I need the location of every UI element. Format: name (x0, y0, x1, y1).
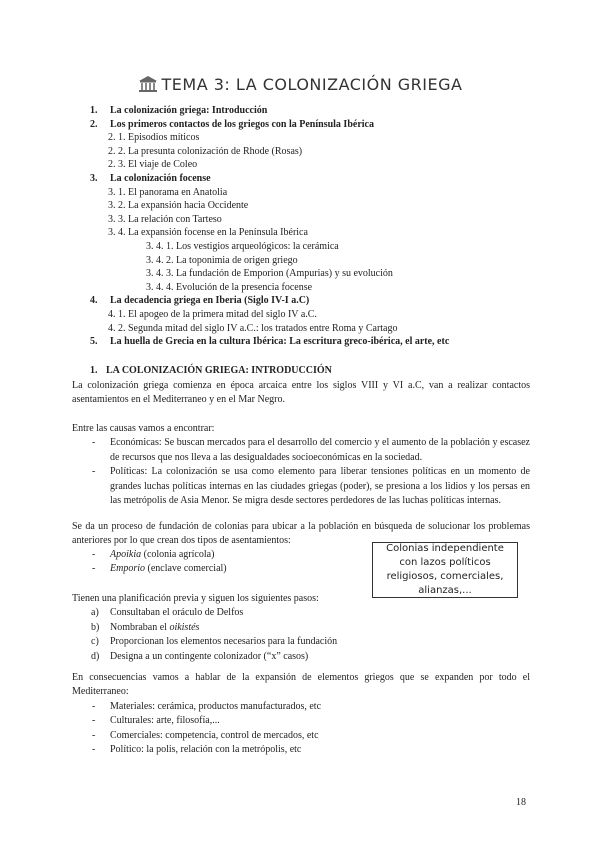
step-marker: b) (91, 621, 100, 633)
step-term: oikistés (169, 621, 200, 633)
toc-label: La colonización focense (110, 172, 211, 184)
toc-item (0, 254, 600, 268)
steps-block (72, 592, 530, 664)
toc-number: 1. (90, 105, 98, 116)
table-of-contents (0, 104, 600, 349)
toc-item (0, 172, 600, 186)
intro-paragraph-block (72, 379, 530, 408)
toc-item (0, 186, 600, 200)
section-heading (72, 364, 530, 378)
list-item (72, 635, 530, 649)
toc-label: 2. 1. Episodios míticos (108, 132, 200, 144)
page-title (138, 74, 463, 94)
settlement-term: Apoikia (110, 549, 142, 560)
toc-label: Los primeros contactos de los griegos con la Península Ibérica (110, 118, 374, 130)
toc-number: 4. (90, 295, 98, 307)
list-item (72, 743, 530, 757)
toc-label: 2. 3. El viaje de Coleo (108, 159, 198, 171)
list-item (72, 606, 530, 620)
dash-marker: - (92, 729, 96, 741)
toc-label: La decadencia griega en Iberia (Siglo IV-I a.C) (110, 295, 310, 307)
dash-marker: - (92, 549, 96, 560)
list-item-text: Políticas: La colonización se usa como elemento para liberar tensiones políticas en un momento de grandes luchas políticas internas en las ciudades griegas (poder), se presiona a los lidios y los persas en las metrópolis de Asia Menor. Se migra desde sectores perdedores de las luchas políticas internas. (110, 466, 530, 507)
list-item-text: Económicas: Se buscan mercados para el desarrollo del comercio y el aumento de la población y escasez de recursos que nos lleva a las desigualdades socioeconómicas en la sociedad. (110, 437, 530, 463)
list-item (72, 700, 530, 714)
toc-label: 4. 1. El apogeo de la primera mitad del siglo IV a.C. (108, 308, 317, 320)
toc-item (0, 118, 600, 132)
settlement-term: Emporio (110, 563, 145, 575)
toc-label: 3. 4. La expansión focense en la Península Ibérica (108, 227, 308, 239)
list-item (72, 562, 362, 576)
toc-label: 3. 3. La relación con Tarteso (108, 213, 222, 225)
causes-list (72, 436, 530, 508)
section-number: 1. (90, 365, 98, 376)
page-number: 18 (516, 797, 526, 808)
step-marker: d) (91, 650, 100, 662)
toc-label: La colonización griega: Introducción (110, 105, 268, 116)
dash-marker: - (92, 563, 96, 575)
step-text: Proporcionan los elementos necesarios para la fundación (110, 636, 338, 648)
toc-label: 3. 1. El panorama en Anatolia (108, 186, 228, 198)
toc-item (0, 226, 600, 240)
dash-marker: - (92, 466, 96, 478)
dash-marker: - (92, 744, 96, 756)
list-item-text: Materiales: cerámica, productos manufacturados, etc (110, 700, 322, 712)
list-item (72, 729, 530, 743)
dash-marker: - (92, 437, 96, 449)
toc-number: 3. (90, 172, 98, 184)
toc-item (0, 308, 600, 322)
list-item (72, 621, 530, 635)
toc-number: 5. (90, 336, 98, 348)
intro-paragraph: La colonización griega comienza en época arcaica entre los siglos VIII y VI a.C, van a realizar contactos asentamientos en el Mediterraneo y en el Mar Negro. (72, 380, 530, 406)
toc-item (0, 322, 600, 336)
toc-item (0, 104, 600, 118)
list-item (72, 714, 530, 728)
section-heading-text: LA COLONIZACIÓN GRIEGA: INTRODUCCIÓN (106, 365, 332, 376)
list-item (72, 548, 362, 562)
list-item-text: Culturales: arte, filosofía,... (110, 715, 220, 727)
settlement-desc: (colonia agrícola) (141, 549, 215, 560)
toc-item (0, 213, 600, 227)
dash-marker: - (92, 700, 96, 712)
causes-intro: Entre las causas vamos a encontrar: (72, 423, 215, 434)
toc-item (0, 294, 600, 308)
toc-item (0, 240, 600, 254)
settlements-list (72, 548, 362, 577)
title-row (0, 74, 600, 99)
toc-label: 3. 4. 4. Evolución de la presencia focense (146, 281, 313, 293)
greek-temple-icon (138, 74, 158, 94)
toc-number: 2. (90, 118, 98, 130)
list-item (72, 436, 530, 465)
toc-item (0, 281, 600, 295)
toc-label: 2. 2. La presunta colonización de Rhode (Rosas) (108, 145, 303, 157)
elements-list (72, 700, 530, 758)
toc-label: 3. 4. 1. Los vestigios arqueológicos: la cerámica (146, 240, 339, 252)
toc-item (0, 145, 600, 159)
toc-label: 4. 2. Segunda mitad del siglo IV a.C.: los tratados entre Roma y Cartago (108, 322, 398, 334)
section-introduction (72, 364, 530, 378)
step-marker: a) (91, 607, 99, 619)
toc-label: La huella de Grecia en la cultura Ibérica: La escritura greco-ibérica, el arte, etc (110, 336, 450, 348)
list-item-text: Comerciales: competencia, control de mercados, etc (110, 729, 319, 741)
toc-label: 3. 4. 3. La fundación de Emporion (Ampurias) y su evolución (146, 268, 393, 280)
list-item (72, 650, 530, 664)
step-text: Consultaban el oráculo de Delfos (110, 607, 244, 619)
causes-block (72, 422, 530, 508)
list-item (72, 465, 530, 508)
callout-box (372, 542, 518, 598)
step-text: Designa a un contingente colonizador (“x” casos) (110, 650, 309, 662)
expansion-block (72, 671, 530, 757)
toc-label: 3. 2. La expansión hacia Occidente (108, 200, 249, 212)
list-item-text: Político: la polis, relación con la metrópolis, etc (110, 744, 302, 756)
toc-item (0, 267, 600, 281)
steps-list (72, 606, 530, 664)
step-text: Nombraban el (110, 621, 170, 633)
expansion-intro: En consecuencias vamos a hablar de la expansión de elementos griegos que se expanden por todo el Mediterraneo: (72, 672, 530, 698)
toc-item (0, 335, 600, 349)
callout-text: Colonias independiente con lazos políticos religiosos, comerciales, alianzas,... (386, 543, 504, 596)
step-marker: c) (91, 636, 99, 648)
steps-intro: Tienen una planificación previa y siguen los siguientes pasos: (72, 593, 319, 604)
toc-item (0, 158, 600, 172)
page-title-text: TEMA 3: LA COLONIZACIÓN GRIEGA (161, 74, 463, 94)
toc-label: 3. 4. 2. La toponimia de origen griego (146, 254, 298, 266)
founding-intro: Se da un proceso de fundación de colonias para ubicar a la población en búsqueda de solucionar los problemas anteriores por lo que crean dos tipos de asentamientos: (72, 521, 530, 547)
toc-item (0, 199, 600, 213)
toc-item (0, 131, 600, 145)
settlement-desc: (enclave comercial) (145, 563, 227, 575)
dash-marker: - (92, 715, 96, 727)
settlements-block (72, 548, 362, 577)
